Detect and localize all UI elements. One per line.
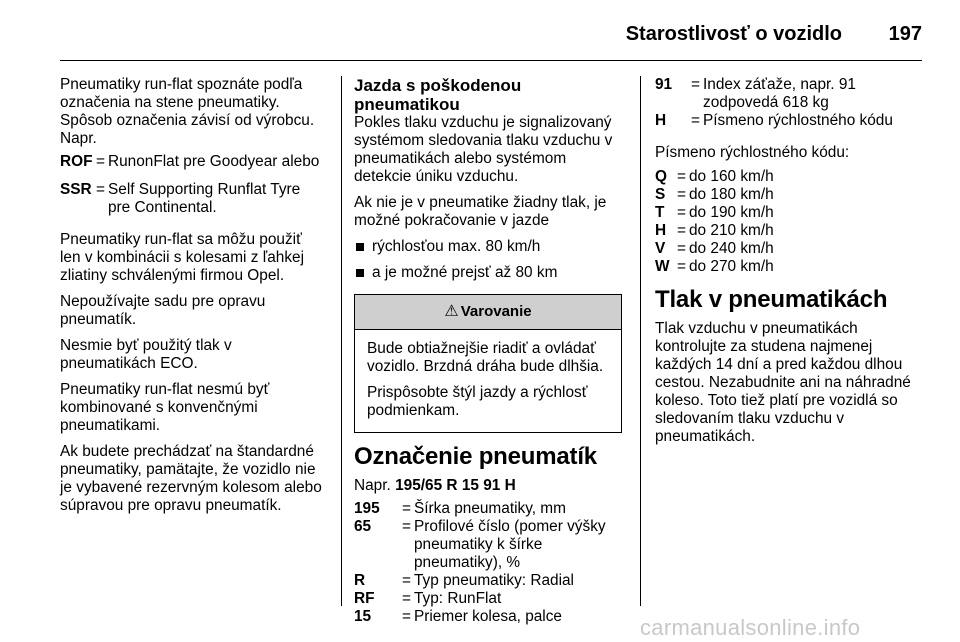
tyre-code-list	[354, 500, 626, 626]
list-item	[354, 264, 626, 282]
speed-code-intro: Písmeno rýchlostného kódu:	[655, 144, 850, 161]
speed-row	[655, 168, 925, 186]
speed-key: W	[655, 258, 670, 275]
speed-key: T	[655, 204, 665, 221]
warning-paragraph: Prispôsobte štýl jazdy a rýchlosť podmienkam.	[367, 384, 588, 419]
definition-value: Šírka pneumatiky, mm	[414, 500, 566, 517]
warning-title: Varovanie	[460, 303, 532, 320]
header-rule	[60, 60, 922, 61]
definition-row	[354, 518, 626, 572]
equals-sign: =	[691, 112, 700, 129]
paragraph: Pneumatiky run-flat sa môžu použiť len v kombinácii s kolesami z ľahkej zliatiny schválenými firmou Opel.	[60, 231, 304, 284]
speed-row	[655, 258, 925, 276]
definition-row	[655, 76, 925, 112]
speed-row	[655, 240, 925, 258]
example-value: 195/65 R 15 91 H	[395, 477, 516, 494]
definition-key: SSR	[60, 181, 92, 198]
bullet-square-icon	[356, 269, 364, 277]
equals-sign: =	[677, 168, 686, 185]
definition-value: Typ: RunFlat	[414, 590, 502, 607]
definition-key: 15	[354, 608, 372, 625]
definition-key: R	[354, 572, 366, 589]
definition-row	[354, 500, 626, 518]
warning-paragraph: Bude obtiažnejšie riadiť a ovládať vozidlo. Brzdná dráha bude dlhšia.	[367, 340, 604, 375]
definition-key: RF	[354, 590, 375, 607]
column-1	[60, 76, 326, 523]
list-item-text: a je možné prejsť až 80 km	[372, 264, 558, 281]
definition-value: Priemer kolesa, palce	[414, 608, 562, 625]
heading-tyre-marking: Označenie pneumatík	[354, 443, 597, 470]
speed-row	[655, 222, 925, 240]
equals-sign: =	[677, 204, 686, 221]
definition-value: Profilové číslo (pomer výšky pneumatiky k šírke pneumatiky), %	[414, 518, 606, 571]
tyre-code-list-continued	[655, 76, 925, 130]
column-3	[655, 76, 925, 454]
speed-value: do 270 km/h	[689, 258, 774, 275]
speed-key: H	[655, 222, 667, 239]
speed-code-list	[655, 168, 925, 276]
speed-row	[655, 204, 925, 222]
equals-sign: =	[677, 240, 686, 257]
bullet-square-icon	[356, 243, 364, 251]
definition-row	[354, 572, 626, 590]
watermark-text: carmanualsonline.info	[640, 615, 861, 640]
paragraph: Nepoužívajte sadu pre opravu pneumatík.	[60, 293, 266, 328]
definition-key: 91	[655, 76, 673, 93]
equals-sign: =	[402, 608, 411, 625]
subheading-damaged-tyre: Jazda s poškodenou pneumatikou	[354, 76, 522, 114]
definition-value: Self Supporting Runflat Tyre pre Continental.	[108, 181, 301, 216]
warning-header	[355, 295, 621, 330]
speed-key: S	[655, 186, 666, 203]
page-header	[0, 16, 960, 50]
warning-triangle-icon: ⚠	[444, 303, 459, 320]
paragraph: Tlak vzduchu v pneumatikách kontrolujte za studena najmenej každých 14 dní a pred každou dlhou cestou. Nezabudnite ani na náhradné koleso. Toto tiež platí pre vozidlá so sledovaním tlaku vzduchu v pneumatikách.	[655, 320, 911, 445]
column-divider-1	[341, 76, 342, 606]
speed-value: do 160 km/h	[689, 168, 774, 185]
section-title: Starostlivosť o vozidlo	[625, 23, 842, 45]
definition-row	[60, 153, 326, 171]
bullet-list	[354, 238, 626, 282]
runflat-marking-list	[60, 153, 326, 217]
column-divider-2	[640, 76, 641, 606]
definition-row	[354, 608, 626, 626]
equals-sign: =	[677, 222, 686, 239]
paragraph: Pokles tlaku vzduchu je signalizovaný systémom sledovania tlaku vzduchu v pneumatikách alebo systémom detekcie úniku vzduchu.	[354, 114, 613, 185]
warning-box	[354, 294, 622, 433]
intro-paragraph: Pneumatiky run-flat spoznáte podľa označenia na stene pneumatiky. Spôsob označenia závisí od výrobcu. Napr.	[60, 76, 315, 147]
definition-key: 195	[354, 500, 380, 517]
definition-key: 65	[354, 518, 372, 535]
definition-value: RunonFlat pre Goodyear alebo	[108, 153, 320, 170]
definition-row	[354, 590, 626, 608]
warning-body	[355, 330, 621, 432]
equals-sign: =	[96, 153, 105, 170]
speed-value: do 180 km/h	[689, 186, 774, 203]
paragraph: Pneumatiky run-flat nesmú byť kombinované s konvenčnými pneumatikami.	[60, 381, 270, 434]
paragraph: Nesmie byť použitý tlak v pneumatikách ECO.	[60, 337, 232, 372]
equals-sign: =	[402, 590, 411, 607]
example-line	[354, 477, 626, 495]
heading-tyre-pressure: Tlak v pneumatikách	[655, 286, 888, 313]
example-label: Napr.	[354, 477, 391, 494]
equals-sign: =	[677, 186, 686, 203]
list-item-text: rýchlosťou max. 80 km/h	[372, 238, 541, 255]
list-item	[354, 238, 626, 256]
page-number: 197	[888, 23, 922, 45]
definition-key: H	[655, 112, 667, 129]
equals-sign: =	[677, 258, 686, 275]
equals-sign: =	[691, 76, 700, 93]
paragraph: Ak budete prechádzať na štandardné pneumatiky, pamätajte, že vozidlo nie je vybavené rezervným kolesom alebo súpravou pre opravu pneumatík.	[60, 443, 322, 514]
equals-sign: =	[402, 500, 411, 517]
definition-value: Index záťaže, napr. 91 zodpovedá 618 kg	[703, 76, 856, 111]
definition-key: ROF	[60, 153, 93, 170]
definition-value: Písmeno rýchlostného kódu	[703, 112, 893, 129]
paragraph: Ak nie je v pneumatike žiadny tlak, je možné pokračovanie v jazde	[354, 194, 607, 229]
definition-row	[655, 112, 925, 130]
speed-key: V	[655, 240, 666, 257]
speed-row	[655, 186, 925, 204]
speed-value: do 190 km/h	[689, 204, 774, 221]
definition-value: Typ pneumatiky: Radial	[414, 572, 574, 589]
equals-sign: =	[96, 181, 105, 198]
equals-sign: =	[402, 572, 411, 589]
speed-key: Q	[655, 168, 667, 185]
speed-value: do 210 km/h	[689, 222, 774, 239]
column-2	[354, 76, 626, 634]
equals-sign: =	[402, 518, 411, 535]
speed-value: do 240 km/h	[689, 240, 774, 257]
definition-row	[60, 181, 326, 217]
